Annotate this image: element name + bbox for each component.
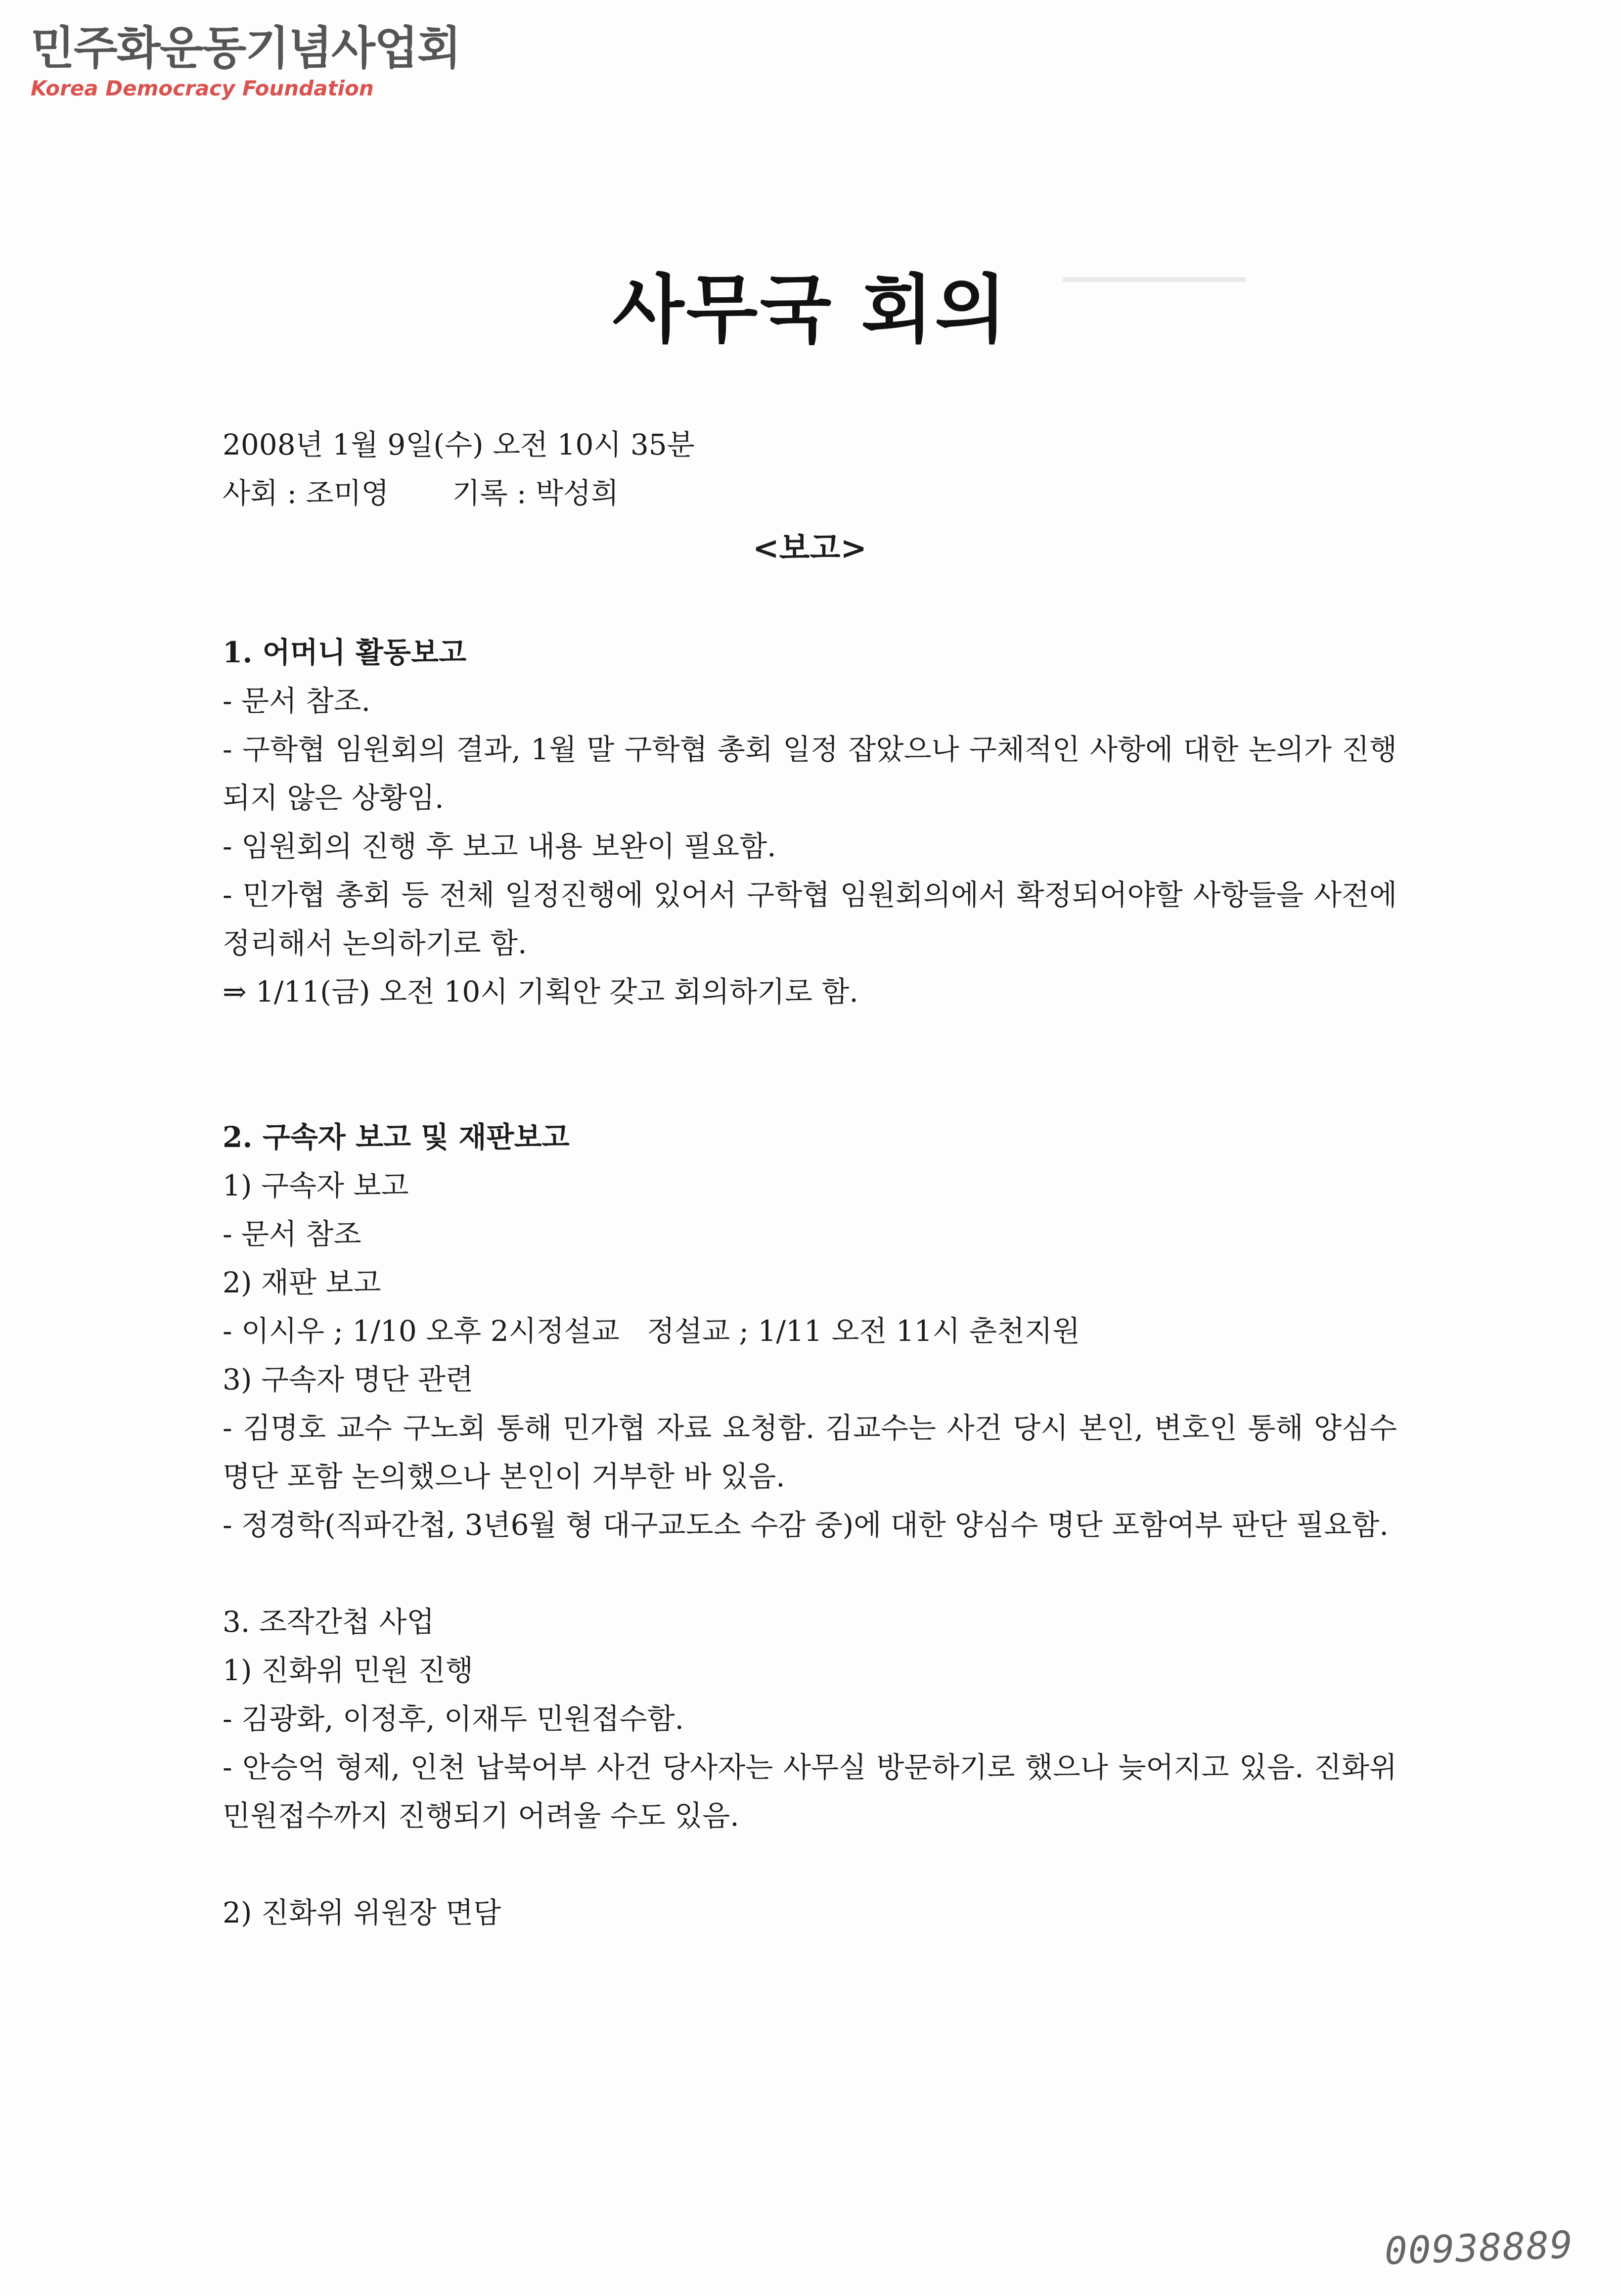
section-1-title: 1. 어머니 활동보고 [223,636,467,669]
section-3-title: 3. 조작간첩 사업 [223,1605,435,1639]
section-2-line: 3) 구속자 명단 관련 [223,1363,474,1396]
section-3-line: 2) 진화위 위원장 면담 [223,1896,501,1929]
document-body [223,420,1397,1937]
section-1-line: - 임원회의 진행 후 보고 내용 보완이 필요함. [223,829,776,863]
section-3-line: 1) 진화위 민원 진행 [223,1653,474,1687]
section-2-line: 1) 구속자 보고 [223,1169,409,1202]
foundation-logo [31,22,460,100]
meeting-datetime: 2008년 1월 9일(수) 오전 10시 35분 [223,428,695,461]
logo-korean-text: 민주화운동기념사업회 [31,22,460,75]
section-2-line: - 문서 참조 [223,1217,361,1251]
section-2-line: - 정경학(직파간첩, 3년6월 형 대구교도소 수감 중)에 대한 양심수 명단 포함여부 판단 필요함. [223,1508,1389,1542]
page-title: 사무국 회의 [612,267,1009,353]
chair-label: 사회 : 조미영 [223,476,389,510]
section-1-line: - 민가협 총회 등 전체 일정진행에 있어서 구학협 임원회의에서 확정되어야할 사항들을 사전에 정리해서 논의하기로 함. [223,878,1397,960]
show-through-text: ▁▁▁▁▁▁▁▁ [1063,247,1246,282]
logo-english-text: Korea Democracy Foundation [31,76,374,100]
section-3-line: - 김광화, 이정후, 이재두 민원접수함. [223,1702,684,1736]
section-1-line: - 구학협 임원회의 결과, 1월 말 구학협 총회 일정 잡았으나 구체적인 사항에 대한 논의가 진행되지 않은 상황임. [223,733,1397,815]
section-2-title: 2. 구속자 보고 및 재판보고 [223,1120,570,1154]
section-2-line: 2) 재판 보고 [223,1266,381,1299]
section-1-line: - 문서 참조. [223,684,371,718]
section-1-line: ⇒ 1/11(금) 오전 10시 기획안 갖고 회의하기로 함. [223,975,858,1009]
section-2-line: - 김명호 교수 구노회 통해 민가협 자료 요청함. 김교수는 사건 당시 본인, 변호인 통해 양심수 명단 포함 논의했으나 본인이 거부한 바 있음. [223,1411,1397,1493]
meeting-roles [223,469,1397,517]
recorder-label: 기록 : 박성희 [452,476,619,510]
section-3-line: - 안승억 형제, 인천 납북어부 사건 당사자는 사무실 방문하기로 했으나 늦어지고 있음. 진화위 민원접수까지 진행되기 어려울 수도 있음. [223,1750,1397,1833]
report-heading: <보고> [753,530,867,567]
archive-stamp-number: 00938889 [1384,2222,1575,2273]
section-2-line: - 이시우 ; 1/10 오후 2시정설교 정설교 ; 1/11 오전 11시 춘천지원 [223,1314,1081,1348]
